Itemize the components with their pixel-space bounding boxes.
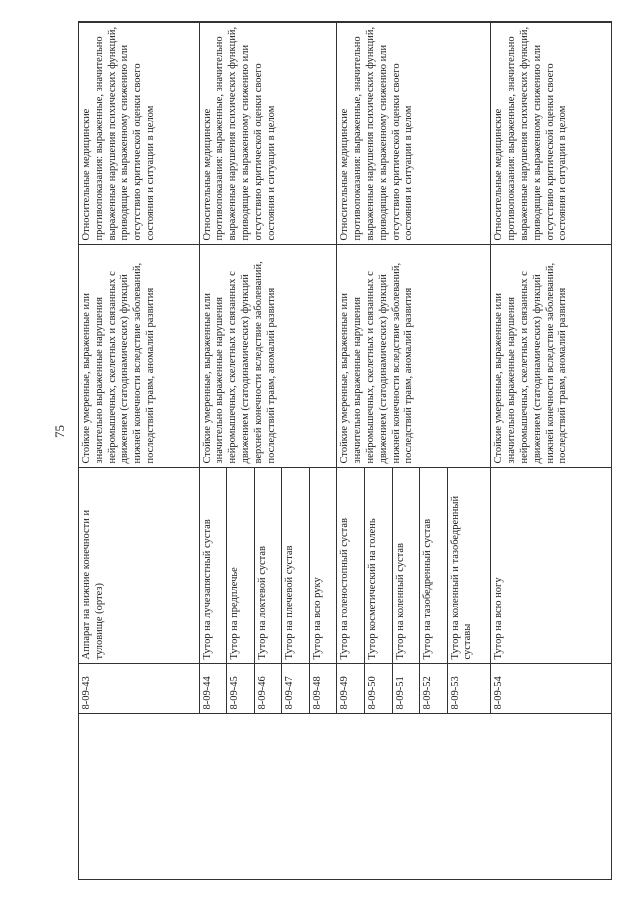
product-name: Тутор на тазобедренный сустав	[420, 468, 448, 664]
rotated-table-container	[78, 22, 612, 880]
contraindications-cell: Относительные медицинские противопоказания: выраженные, значительно выраженные нарушения психических функций, приводящие к выраженному снижению или отсутствию критической оценки своего состояния и ситуации в целом	[199, 22, 337, 245]
row-code: 8-09-54	[491, 664, 612, 714]
product-name: Тутор на предплечье	[227, 468, 255, 664]
row-code: 8-09-49	[337, 664, 365, 714]
row-code: 8-09-48	[309, 664, 337, 714]
product-name: Тутор на коленный и тазобедренный суставы	[447, 468, 491, 664]
row-code: 8-09-46	[254, 664, 282, 714]
indications-cell: Стойкие умеренные, выраженные или значительно выраженные нарушения нейромышечных, скелетных и связанных с движением (статодинамических) функций верхней конечности вследствие заболеваний, последствий травм, аномалий развития	[199, 245, 337, 468]
product-name: Аппарат на нижние конечности и туловище (ортез)	[79, 468, 200, 664]
product-name: Тутор на всю ногу	[491, 468, 612, 664]
row-code: 8-09-47	[282, 664, 310, 714]
row-code: 8-09-45	[227, 664, 255, 714]
row-code: 8-09-50	[364, 664, 392, 714]
row-code: 8-09-43	[79, 664, 200, 714]
contraindications-cell: Относительные медицинские противопоказания: выраженные, значительно выраженные нарушения психических функций, приводящие к выраженному снижению или отсутствию критической оценки своего состояния и ситуации в целом	[491, 22, 612, 245]
product-name: Тутор на лучезапястный сустав	[199, 468, 227, 664]
indications-cell: Стойкие умеренные, выраженные или значительно выраженные нарушения нейромышечных, скелетных и связанных с движением (статодинамических) функций нижней конечности вследствие заболеваний, последствий травм, аномалий развития	[79, 245, 200, 468]
contraindications-cell: Относительные медицинские противопоказания: выраженные, значительно выраженные нарушения психических функций, приводящие к выраженному снижению или отсутствию критической оценки своего состояния и ситуации в целом	[79, 22, 200, 245]
row-code: 8-09-52	[420, 664, 448, 714]
page-number: 75	[52, 425, 67, 438]
product-name: Тутор на всю руку	[309, 468, 337, 664]
product-name: Тутор на плечевой сустав	[282, 468, 310, 664]
indications-cell: Стойкие умеренные, выраженные или значительно выраженные нарушения нейромышечных, скелетных и связанных с движением (статодинамических) функций нижней конечности вследствие заболеваний, последствий травм, аномалий развития	[491, 245, 612, 468]
row-code: 8-09-44	[199, 664, 227, 714]
product-name: Тутор на голеностопный сустав	[337, 468, 365, 664]
indications-table	[78, 22, 612, 881]
product-name: Тутор на локтевой сустав	[254, 468, 282, 664]
product-name: Тутор на коленный сустав	[392, 468, 420, 664]
row-code: 8-09-53	[447, 664, 491, 714]
row-code: 8-09-51	[392, 664, 420, 714]
indications-cell: Стойкие умеренные, выраженные или значительно выраженные нарушения нейромышечных, скелетных и связанных с движением (статодинамических) функций нижней конечности вследствие заболеваний, последствий травм, аномалий развития	[337, 245, 491, 468]
product-name: Тутор косметический на голень	[364, 468, 392, 664]
contraindications-cell: Относительные медицинские противопоказания: выраженные, значительно выраженные нарушения психических функций, приводящие к выраженному снижению или отсутствию критической оценки своего состояния и ситуации в целом	[337, 22, 491, 245]
table-row	[79, 22, 200, 880]
